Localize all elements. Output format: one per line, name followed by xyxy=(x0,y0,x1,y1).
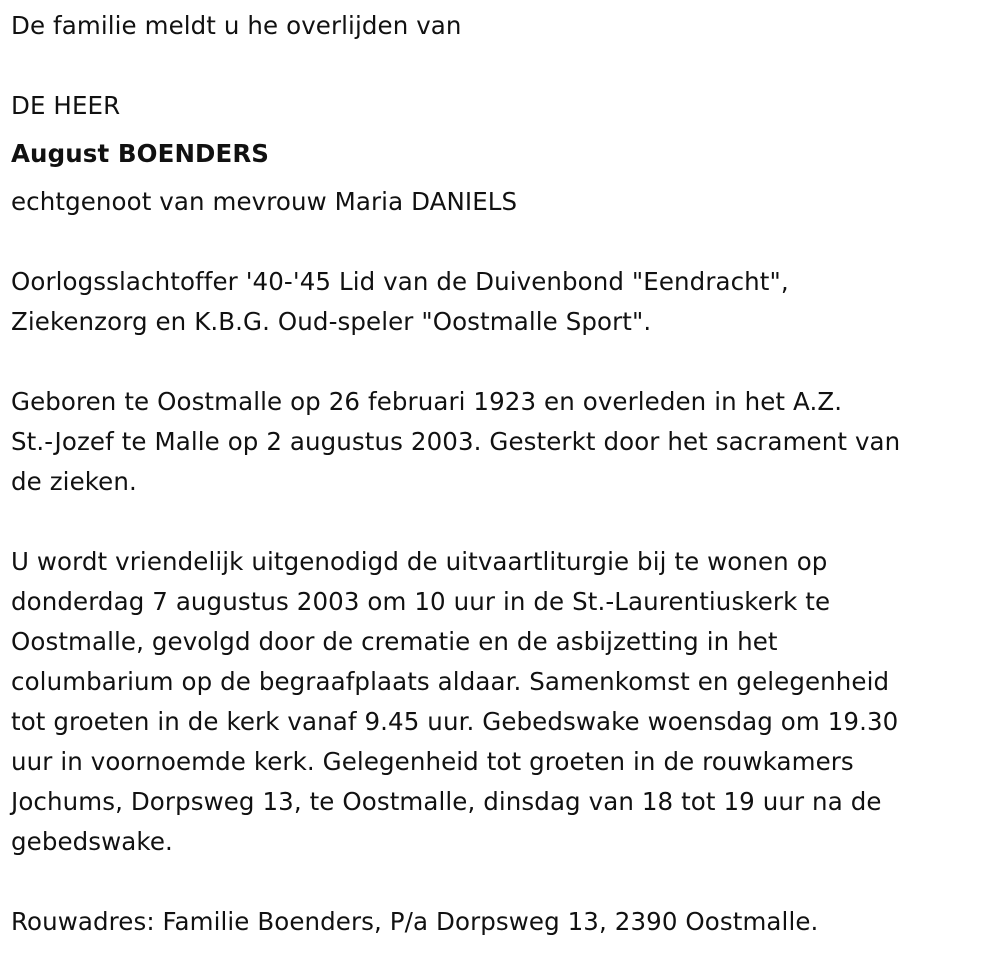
birth-death-paragraph xyxy=(11,382,986,502)
deceased-name-paragraph xyxy=(11,134,986,174)
funeral-line: uur in voornoemde kerk. Gelegenheid tot groeten in de rouwkamers xyxy=(11,747,854,776)
funeral-paragraph xyxy=(11,542,986,862)
roles-paragraph xyxy=(11,262,986,342)
roles-line: Oorlogsslachtoffer '40-'45 Lid van de Duivenbond "Eendracht", xyxy=(11,267,789,296)
funeral-line: columbarium op de begraafplaats aldaar. Samenkomst en gelegenheid xyxy=(11,667,890,696)
deceased-name: August BOENDERS xyxy=(11,139,270,168)
funeral-line: Jochums, Dorpsweg 13, te Oostmalle, dinsdag van 18 tot 19 uur na de xyxy=(11,787,882,816)
birth-death-line: de zieken. xyxy=(11,467,137,496)
honorific-paragraph xyxy=(11,86,986,126)
birth-death-line: Geboren te Oostmalle op 26 februari 1923 en overleden in het A.Z. xyxy=(11,387,843,416)
spouse-text: echtgenoot van mevrouw Maria DANIELS xyxy=(11,187,518,216)
funeral-line: tot groeten in de kerk vanaf 9.45 uur. Gebedswake woensdag om 19.30 xyxy=(11,707,899,736)
spouse-paragraph xyxy=(11,182,986,222)
funeral-line: U wordt vriendelijk uitgenodigd de uitvaartliturgie bij te wonen op xyxy=(11,547,828,576)
funeral-line: gebedswake. xyxy=(11,827,173,856)
honorific-title: DE HEER xyxy=(11,91,121,120)
obituary-document xyxy=(11,0,986,942)
address-paragraph xyxy=(11,902,986,942)
funeral-line: Oostmalle, gevolgd door de crematie en de asbijzetting in het xyxy=(11,627,778,656)
roles-line: Ziekenzorg en K.B.G. Oud-speler "Oostmalle Sport". xyxy=(11,307,652,336)
mourning-address: Rouwadres: Familie Boenders, P/a Dorpsweg 13, 2390 Oostmalle. xyxy=(11,907,819,936)
intro-paragraph xyxy=(11,6,986,46)
birth-death-line: St.-Jozef te Malle op 2 augustus 2003. Gesterkt door het sacrament van xyxy=(11,427,901,456)
intro-text: De familie meldt u he overlijden van xyxy=(11,11,462,40)
funeral-line: donderdag 7 augustus 2003 om 10 uur in de St.-Laurentiuskerk te xyxy=(11,587,831,616)
